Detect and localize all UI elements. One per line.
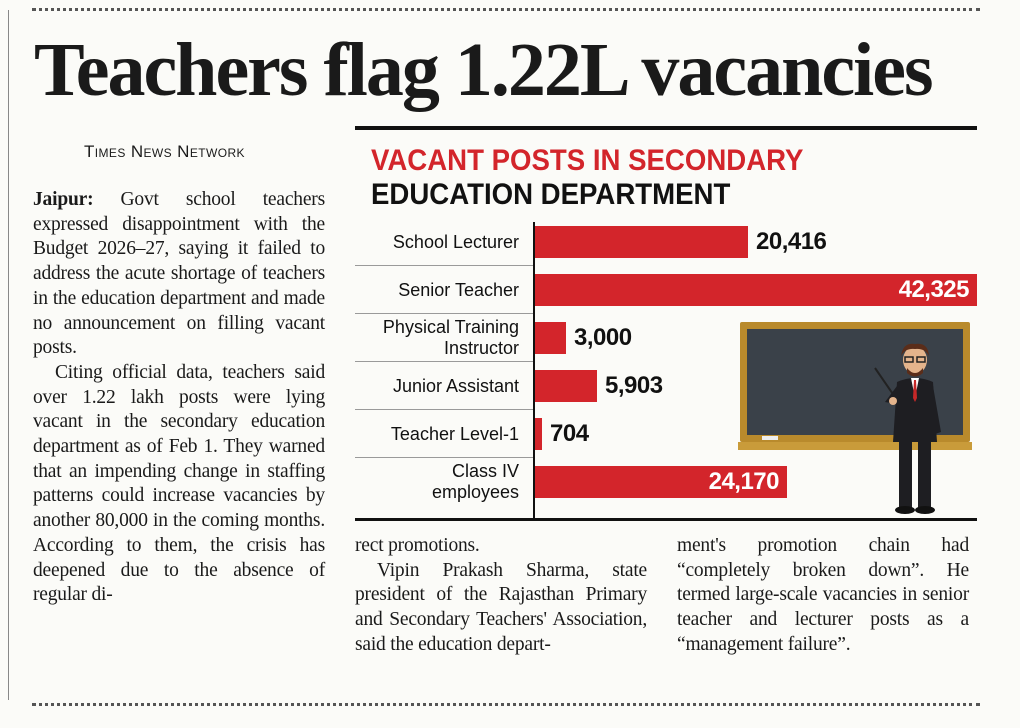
category-label [355, 458, 519, 506]
chart-row [355, 362, 977, 410]
infographic-bottom-rule [355, 518, 977, 521]
chart-row [355, 410, 977, 458]
bar [535, 418, 542, 450]
infographic-top-bar [355, 126, 977, 130]
bottom-dotted-rule [32, 703, 980, 706]
story-paragraph-3: rect promotions. [355, 535, 480, 556]
story-paragraph-1-text: Govt school teachers expressed disappointment with the Budget 2026–27, saying it failed to address the acute shortage of teachers in the education department and made no announcement on filling vacant posts. [33, 189, 325, 359]
category-label [355, 362, 519, 410]
category-label-text: Senior Teacher [398, 279, 519, 300]
dateline: Jaipur: [33, 189, 94, 210]
story-paragraph-1 [33, 188, 325, 361]
story-paragraph-2: Citing official data, teachers said over 1.22 lakh posts were lying vacant in the secondary education department as of Feb 1. They warned that an impending change in staffing patterns could increase vacancies by another 80,000 in the coming months. According to them, the crisis has deepened due to the absence of regular di- [33, 361, 325, 606]
category-label [355, 266, 519, 314]
bar-value-label: 5,903 [605, 372, 663, 399]
category-label-text: Junior Assistant [392, 375, 519, 396]
story-column-3 [677, 534, 969, 658]
bar-value-label: 704 [550, 420, 589, 447]
category-label-text: Teacher Level-1 [390, 423, 519, 444]
bar [535, 226, 748, 258]
chart-axis [533, 222, 535, 520]
bar [535, 322, 566, 354]
category-label [355, 314, 519, 362]
infographic-title-line-2: EDUCATION DEPARTMENT [371, 178, 731, 211]
story-column-2 [355, 534, 647, 658]
bar-value-label: 42,325 [898, 276, 969, 303]
category-label [355, 410, 519, 458]
bar-value-label: 20,416 [756, 228, 827, 255]
bar-value-label: 24,170 [708, 468, 779, 495]
category-label-text: School Lecturer [392, 231, 519, 252]
bar [535, 370, 597, 402]
category-label-text: Class IV employees [431, 461, 519, 502]
chart-row [355, 314, 977, 362]
story-paragraph-5: ment's promotion chain had “completely broken down”. He termed large-scale vacancies in senior teacher and lecturer posts as a “management failure”. [677, 535, 969, 655]
infographic-title-line-1: VACANT POSTS IN SECONDARY [371, 144, 804, 177]
story-paragraph-4: Vipin Prakash Sharma, state president of the Rajasthan Primary and Secondary Teachers' Association, said the education depart- [355, 559, 647, 655]
top-dotted-rule [32, 8, 980, 11]
headline: Teachers flag 1.22L vacancies [34, 28, 932, 112]
chart-row [355, 266, 977, 314]
chart-row [355, 458, 977, 506]
category-label-text: Physical Training Instructor [382, 317, 519, 358]
category-label [355, 218, 519, 266]
chart-row [355, 218, 977, 266]
story-column-1 [33, 188, 325, 608]
left-column-rule [8, 10, 9, 700]
vacancy-infographic [355, 126, 977, 526]
bar-value-label: 3,000 [574, 324, 632, 351]
byline: Times News Network [84, 142, 245, 161]
